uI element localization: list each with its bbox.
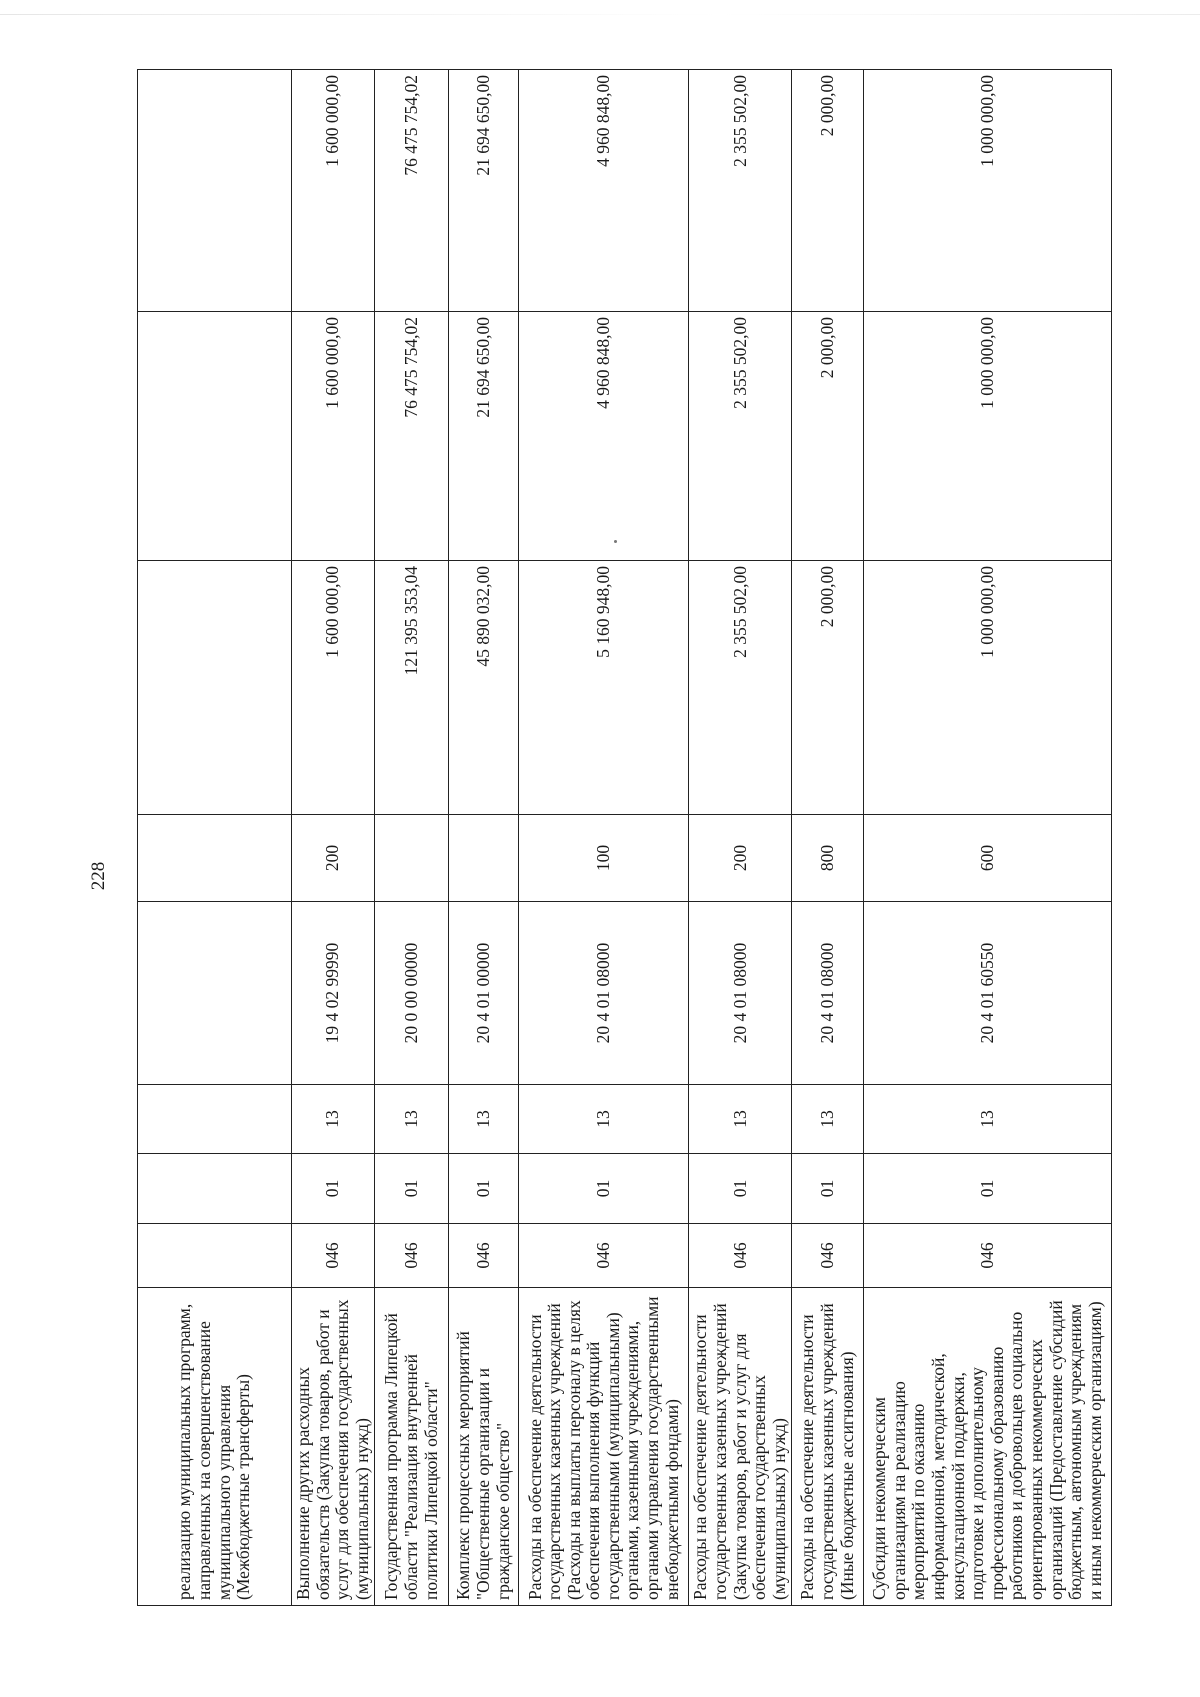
amount-year3-cell: 2 355 502,00 bbox=[689, 70, 792, 312]
amount-year2-cell: 1 600 000,00 bbox=[292, 312, 375, 561]
target-article-cell: 20 4 01 08000 bbox=[519, 902, 689, 1085]
amount-year1-cell: 45 890 032,00 bbox=[449, 561, 519, 815]
amount-year2-cell bbox=[138, 312, 292, 561]
table-row bbox=[138, 70, 292, 1606]
amount-year3-cell bbox=[138, 70, 292, 312]
row-description: Государственная программа Липецкой области "Реализация внутренней политики Липецкой области" bbox=[375, 1288, 449, 1606]
target-article-cell: 20 4 01 60550 bbox=[864, 902, 1112, 1085]
expense-type-cell: 200 bbox=[689, 815, 792, 902]
row-description: Расходы на обеспечение деятельности государственных казенных учреждений (Закупка товаров, работ и услуг для обеспечения государственных (муниципальных) нужд) bbox=[689, 1288, 792, 1606]
table-container bbox=[137, 70, 1105, 1606]
expense-type-cell bbox=[375, 815, 449, 902]
target-article-cell: 20 4 01 00000 bbox=[449, 902, 519, 1085]
amount-year1-cell: 121 395 353,04 bbox=[375, 561, 449, 815]
amount-year3-cell: 21 694 650,00 bbox=[449, 70, 519, 312]
admin-code-cell: 046 bbox=[689, 1224, 792, 1288]
expense-type-cell bbox=[138, 815, 292, 902]
row-description: Комплекс процессных мероприятий "Общественные организации и гражданское общество" bbox=[449, 1288, 519, 1606]
amount-year1-cell: 2 000,00 bbox=[792, 561, 864, 815]
amount-year3-cell: 2 000,00 bbox=[792, 70, 864, 312]
amount-year3-cell: 4 960 848,00 bbox=[519, 70, 689, 312]
table-row bbox=[792, 70, 864, 1606]
section-cell: 01 bbox=[864, 1154, 1112, 1224]
admin-code-cell: 046 bbox=[375, 1224, 449, 1288]
row-description: Выполнение других расходных обязательств (Закупка товаров, работ и услуг для обеспечения государственных (муниципальных) нужд) bbox=[292, 1288, 375, 1606]
section-cell: 01 bbox=[519, 1154, 689, 1224]
subsection-cell bbox=[138, 1085, 292, 1154]
table-row bbox=[519, 70, 689, 1606]
page-number: 228 bbox=[88, 861, 109, 891]
admin-code-cell: 046 bbox=[449, 1224, 519, 1288]
amount-year2-cell: 4 960 848,00 bbox=[519, 312, 689, 561]
admin-code-cell: 046 bbox=[792, 1224, 864, 1288]
scan-edge bbox=[0, 14, 1200, 15]
section-cell bbox=[138, 1154, 292, 1224]
amount-year2-cell: 21 694 650,00 bbox=[449, 312, 519, 561]
admin-code-cell: 046 bbox=[292, 1224, 375, 1288]
target-article-cell bbox=[138, 902, 292, 1085]
admin-code-cell bbox=[138, 1224, 292, 1288]
rotated-table-frame bbox=[137, 70, 1105, 1606]
table-row bbox=[375, 70, 449, 1606]
subsection-cell: 13 bbox=[864, 1085, 1112, 1154]
amount-year2-cell: 76 475 754,02 bbox=[375, 312, 449, 561]
section-cell: 01 bbox=[449, 1154, 519, 1224]
amount-year2-cell: 1 000 000,00 bbox=[864, 312, 1112, 561]
target-article-cell: 20 4 01 08000 bbox=[792, 902, 864, 1085]
amount-year3-cell: 76 475 754,02 bbox=[375, 70, 449, 312]
subsection-cell: 13 bbox=[792, 1085, 864, 1154]
expense-type-cell: 800 bbox=[792, 815, 864, 902]
subsection-cell: 13 bbox=[292, 1085, 375, 1154]
amount-year1-cell: 2 355 502,00 bbox=[689, 561, 792, 815]
expense-type-cell: 100 bbox=[519, 815, 689, 902]
admin-code-cell: 046 bbox=[519, 1224, 689, 1288]
amount-year3-cell: 1 600 000,00 bbox=[292, 70, 375, 312]
subsection-cell: 13 bbox=[449, 1085, 519, 1154]
subsection-cell: 13 bbox=[519, 1085, 689, 1154]
amount-year1-cell: 1 000 000,00 bbox=[864, 561, 1112, 815]
section-cell: 01 bbox=[689, 1154, 792, 1224]
scan-speck bbox=[614, 540, 617, 543]
row-description: Субсидии некоммерческим организациям на реализацию мероприятий по оказанию информационной, методической, консультационной поддержки, подготовке и дополнительному профессиональному образованию работников и добровольцев социально ориентированных некоммерческих организаций (Предоставление субсидий бюджетным, автономным учреждениям и иным некоммерческим организациям) bbox=[864, 1288, 1112, 1606]
expense-type-cell: 200 bbox=[292, 815, 375, 902]
row-description: Расходы на обеспечение деятельности государственных казенных учреждений (Расходы на выплаты персоналу в целях обеспечения выполнения функций государственными (муниципальными) органами, казенными учреждениями, органами управления государственными внебюджетными фондами) bbox=[519, 1288, 689, 1606]
section-cell: 01 bbox=[375, 1154, 449, 1224]
amount-year1-cell: 5 160 948,00 bbox=[519, 561, 689, 815]
subsection-cell: 13 bbox=[689, 1085, 792, 1154]
target-article-cell: 20 4 01 08000 bbox=[689, 902, 792, 1085]
amount-year1-cell: 1 600 000,00 bbox=[292, 561, 375, 815]
expense-type-cell: 600 bbox=[864, 815, 1112, 902]
amount-year3-cell: 1 000 000,00 bbox=[864, 70, 1112, 312]
amount-year2-cell: 2 000,00 bbox=[792, 312, 864, 561]
table-row bbox=[864, 70, 1112, 1606]
table-row bbox=[449, 70, 519, 1606]
amount-year2-cell: 2 355 502,00 bbox=[689, 312, 792, 561]
section-cell: 01 bbox=[292, 1154, 375, 1224]
table-row bbox=[292, 70, 375, 1606]
target-article-cell: 19 4 02 99990 bbox=[292, 902, 375, 1085]
subsection-cell: 13 bbox=[375, 1085, 449, 1154]
budget-table bbox=[137, 69, 1112, 1606]
table-row bbox=[689, 70, 792, 1606]
amount-year1-cell bbox=[138, 561, 292, 815]
section-cell: 01 bbox=[792, 1154, 864, 1224]
expense-type-cell bbox=[449, 815, 519, 902]
row-description: реализацию муниципальных программ, направленных на совершенствование муниципального управления (Межбюджетные трансферты) bbox=[138, 1288, 292, 1606]
admin-code-cell: 046 bbox=[864, 1224, 1112, 1288]
row-description: Расходы на обеспечение деятельности государственных казенных учреждений (Иные бюджетные ассигнования) bbox=[792, 1288, 864, 1606]
target-article-cell: 20 0 00 00000 bbox=[375, 902, 449, 1085]
